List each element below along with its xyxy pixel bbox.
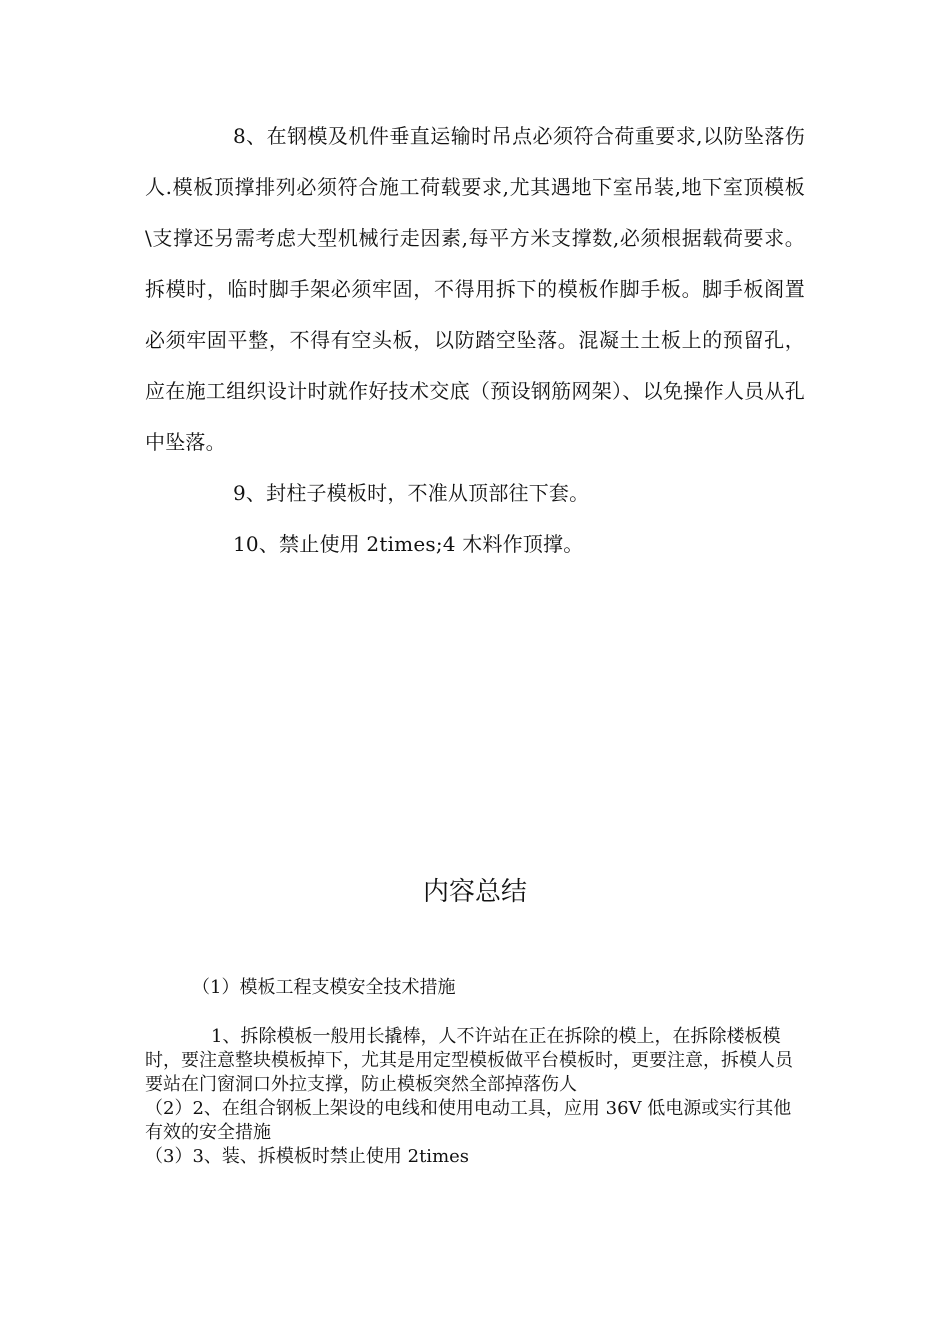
paragraph-item-9: 9、封柱子模板时，不准从顶部往下套。 bbox=[233, 481, 590, 505]
summary-item-2: （2）2、在组合钢板上架设的电线和使用电动工具，应用 36V 低电源或实行其他有效的安全措施 bbox=[145, 1098, 792, 1143]
summary-body bbox=[145, 1025, 805, 1169]
summary-heading: （1）模板工程支模安全技术措施 bbox=[192, 977, 456, 998]
paragraph-item-10: 10、禁止使用 2times;4 木料作顶撑。 bbox=[233, 532, 584, 556]
summary-item-1: 1、拆除模板一般用长撬棒，人不许站在正在拆除的模上，在拆除楼板模时，要注意整块模板掉下，尤其是用定型模板做平台模板时，更要注意，拆模人员要站在门窗洞口外拉支撑，防止模板突然全部掉落伤人 bbox=[145, 1026, 793, 1095]
summary-title: 内容总结 bbox=[422, 877, 527, 907]
paragraph-item-8: 8、在钢模及机件垂直运输时吊点必须符合荷重要求,以防坠落伤人.模板顶撑排列必须符合施工荷载要求,尤其遇地下室吊装,地下室顶模板\支撑还另需考虑大型机械行走因素,每平方米支撑数,必须根据载荷要求。拆模时，临时脚手架必须牢固，不得用拆下的模板作脚手板。脚手板阁置必须牢固平整，不得有空头板，以防踏空坠落。混凝土土板上的预留孔，应在施工组织设计时就作好技术交底（预设钢筋网架）、以免操作人员从孔中坠落。 bbox=[145, 124, 805, 454]
summary-item-3: （3）3、装、拆模板时禁止使用 2times bbox=[145, 1146, 470, 1167]
main-body bbox=[145, 111, 805, 570]
